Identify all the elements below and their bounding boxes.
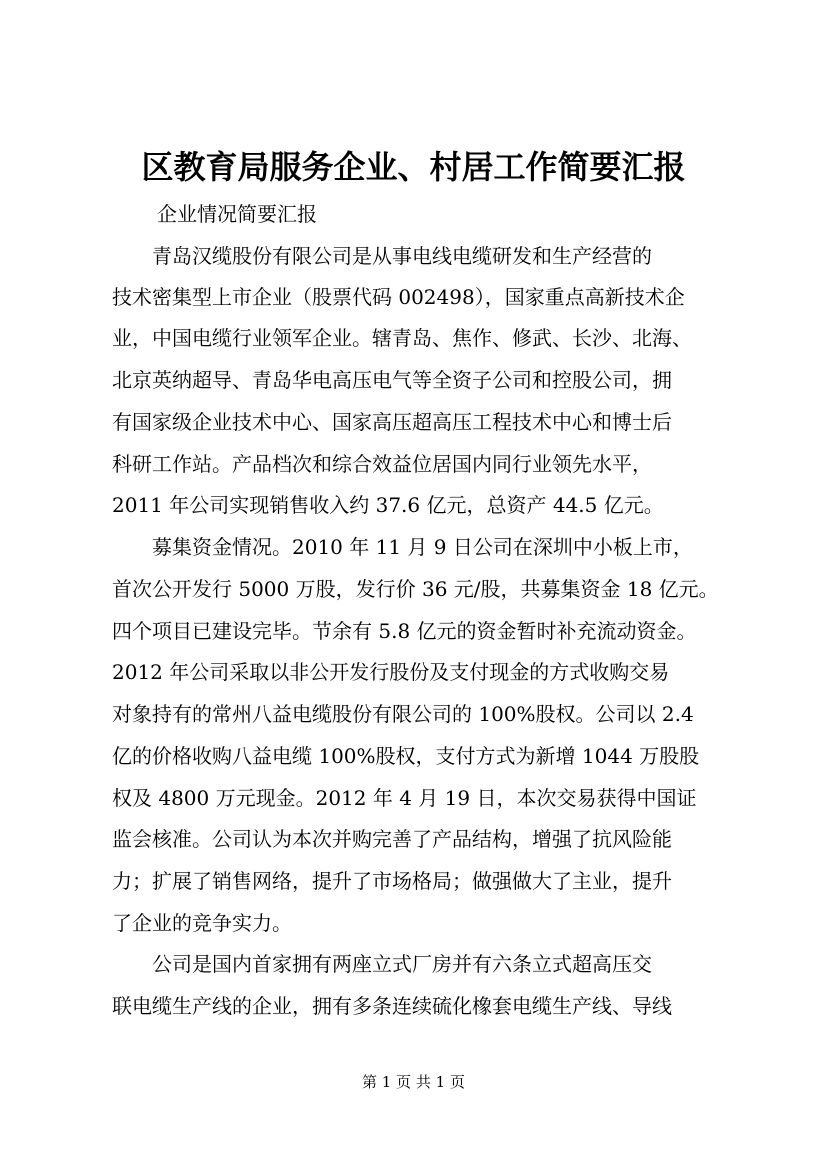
text-line: 有国家级企业技术中心、国家高压超高压工程技术中心和博士后 [112,410,672,434]
text-line: 权及 4800 万元现金。2012 年 4 月 19 日，本次交易获得中国证 [112,786,697,810]
text-line: 技术密集型上市企业（股票代码 002498），国家重点高新技术企 [112,285,685,309]
text-line: 对象持有的常州八益电缆股份有限公司的 100%股权。公司以 2.4 [112,702,694,726]
text-line: 公司是国内首家拥有两座立式厂房并有六条立式超高压交 [112,952,652,976]
text-line: 监会核准。公司认为本次并购完善了产品结构，增强了抗风险能 [112,827,672,851]
text-line: 2011 年公司实现销售收入约 37.6 亿元，总资产 44.5 亿元。 [112,493,664,517]
text-line: 募集资金情况。2010 年 11 月 9 日公司在深圳中小板上市， [112,535,693,559]
text-line: 了企业的竞争实力。 [112,911,292,935]
text-line: 2012 年公司采取以非公开发行股份及支付现金的方式收购交易 [112,660,670,684]
page-number-footer: 第 1 页 共 1 页 [362,1073,465,1091]
text-line: 青岛汉缆股份有限公司是从事电线电缆研发和生产经营的 [112,244,652,268]
text-line: 首次公开发行 5000 万股，发行价 36 元/股，共募集资金 18 亿元。 [112,577,719,601]
document-subtitle: 企业情况简要汇报 [157,202,317,226]
document-title: 区教育局服务企业、村居工作简要汇报 [141,148,686,186]
text-line: 亿的价格收购八益电缆 100%股权，支付方式为新增 1044 万股股 [112,744,700,768]
text-line: 北京英纳超导、青岛华电高压电气等全资子公司和控股公司，拥 [112,368,672,392]
text-line: 力；扩展了销售网络，提升了市场格局；做强做大了主业，提升 [112,869,672,893]
text-line: 科研工作站。产品档次和综合效益位居国内同行业领先水平， [112,452,652,476]
text-line: 联电缆生产线的企业，拥有多条连续硫化橡套电缆生产线、导线 [112,994,672,1018]
text-line: 业，中国电缆行业领军企业。辖青岛、焦作、修武、长沙、北海、 [112,326,692,350]
text-line: 四个项目已建设完毕。节余有 5.8 亿元的资金暂时补充流动资金。 [112,619,697,643]
